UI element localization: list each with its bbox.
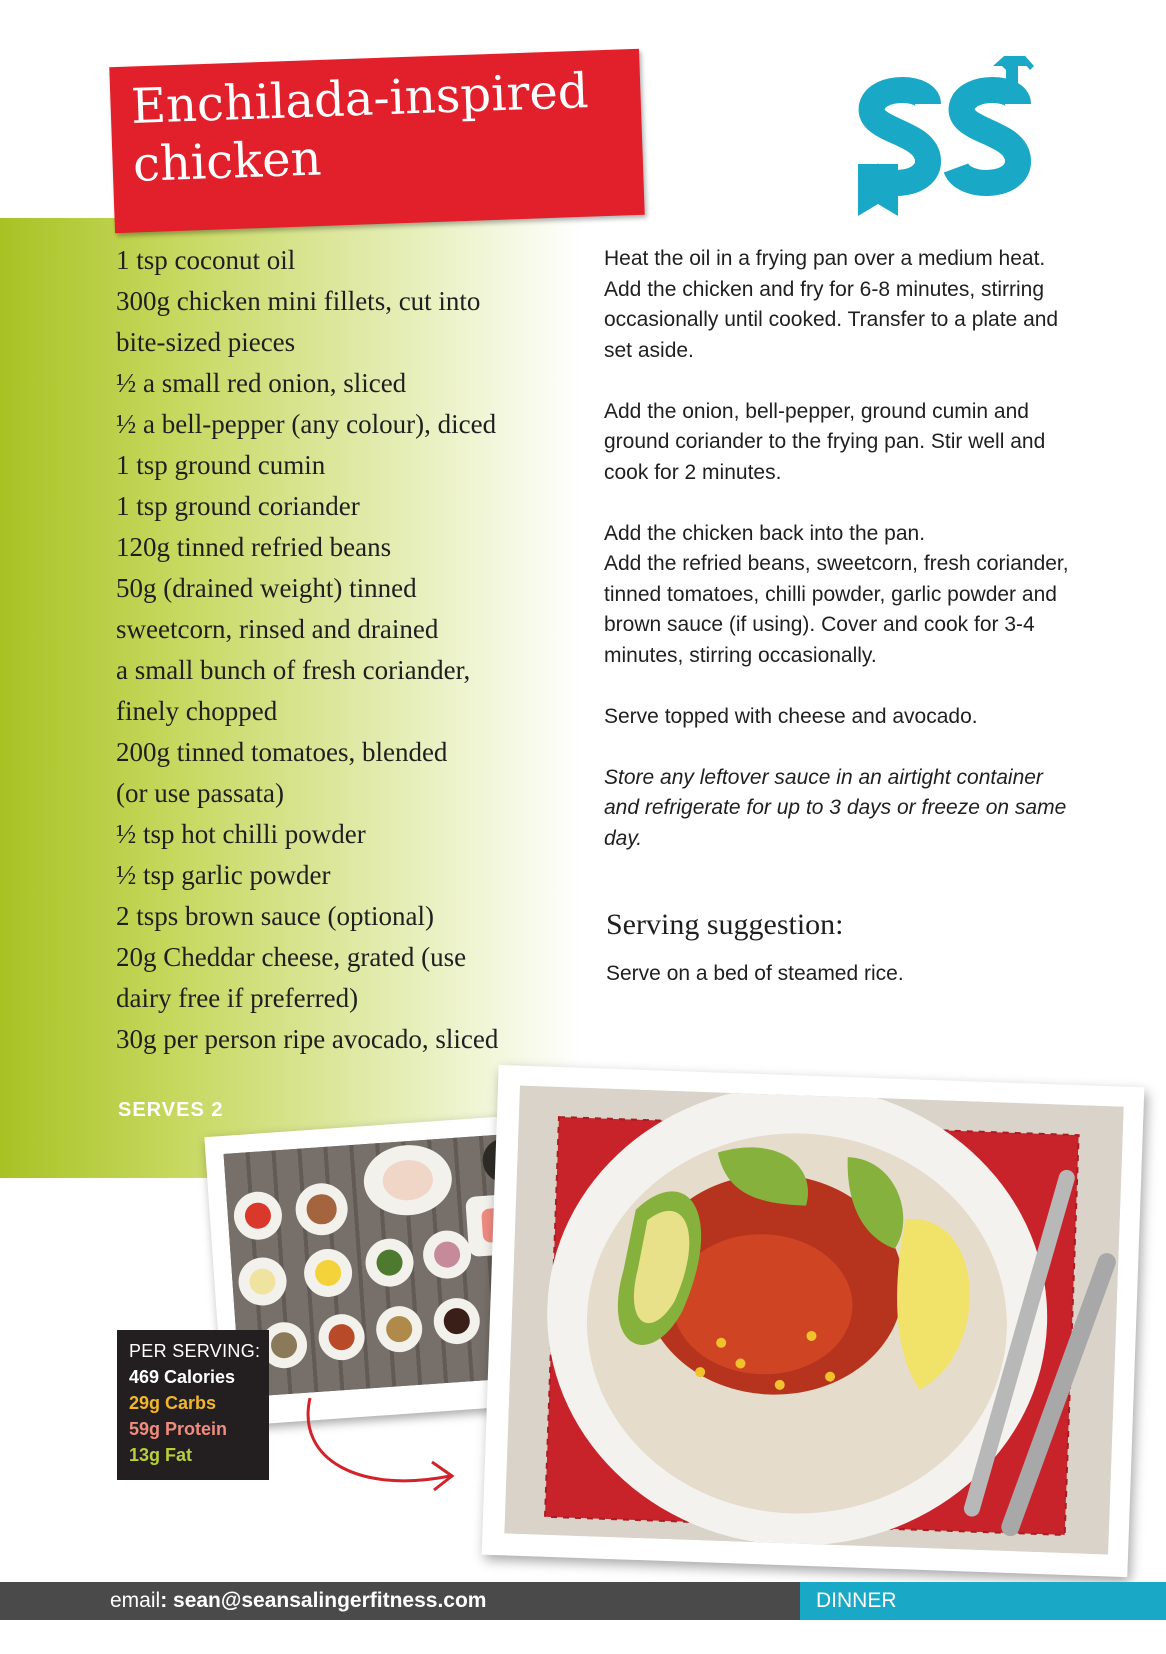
ingredient-item: 50g (drained weight) tinned: [116, 573, 417, 603]
chilli-bowl-shape: [317, 1313, 366, 1362]
ingredients-list: [116, 240, 576, 1060]
footer-email: [110, 1589, 486, 1613]
ingredient-item: 1 tsp ground coriander: [116, 491, 360, 521]
curved-arrow-icon: [300, 1390, 470, 1500]
serving-suggestion-heading: Serving suggestion:: [606, 908, 844, 941]
corn-bowl-shape: [302, 1247, 353, 1298]
calories-value: 469 Calories: [129, 1367, 236, 1387]
ingredient-item: ½ a bell-pepper (any colour), diced: [116, 409, 497, 439]
method-step-3b: Add the refried beans, sweetcorn, fresh coriander, tinned tomatoes, chilli powder, garlic powder and brown sauce (if using). Cover and cook for 3-4 minutes, stirring occasionally.: [604, 552, 1069, 667]
serves-label: SERVES 2: [118, 1099, 224, 1121]
carbs-value: 29g Carbs: [129, 1393, 217, 1413]
email-address: : sean@seansalingerfitness.com: [160, 1589, 487, 1612]
dish-photo: [482, 1065, 1145, 1577]
serving-suggestion-text: Serve on a bed of steamed rice.: [606, 962, 904, 985]
beans-bowl-shape: [294, 1182, 350, 1238]
ingredient-item: ½ a small red onion, sliced: [116, 368, 407, 398]
footer-bar: [0, 1582, 1166, 1620]
email-label: email: [110, 1589, 161, 1612]
onion-bowl-shape: [421, 1229, 472, 1280]
garlic-bowl-shape: [375, 1305, 424, 1354]
ingredient-item: 20g Cheddar cheese, grated (use: [116, 942, 467, 972]
method-section: [604, 244, 1074, 885]
ingredient-item: 1 tsp coconut oil: [116, 245, 296, 275]
method-step-1: Heat the oil in a frying pan over a medium heat. Add the chicken and fry for 6-8 minutes, stirring occasionally until cooked. Transfer to a plate and set aside.: [604, 247, 1059, 362]
category-tag: DINNER: [800, 1582, 1166, 1620]
ingredient-item: finely chopped: [116, 696, 278, 726]
method-step-3a: Add the chicken back into the pan.: [604, 521, 926, 545]
coriander-bowl-shape: [364, 1237, 415, 1288]
ingredient-item: ½ tsp hot chilli powder: [116, 819, 366, 849]
ingredient-item: 120g tinned refried beans: [116, 532, 392, 562]
protein-value: 59g Protein: [129, 1419, 228, 1439]
cheese-bowl-shape: [237, 1256, 288, 1307]
ingredient-item: 1 tsp ground cumin: [116, 450, 326, 480]
ingredient-item: (or use passata): [116, 778, 284, 808]
ingredient-item: a small bunch of fresh coriander,: [116, 655, 471, 685]
dish-photo-image: [504, 1086, 1123, 1555]
ingredient-item: dairy free if preferred): [116, 983, 359, 1013]
sauce-bowl-shape: [432, 1297, 481, 1346]
dish-illustration: [504, 1086, 1123, 1555]
pepper-bowl-shape: [232, 1190, 283, 1241]
ingredient-item: 200g tinned tomatoes, blended: [116, 737, 448, 767]
per-serving-heading: PER SERVING:: [129, 1341, 261, 1361]
recipe-title: Enchilada-inspired chicken: [130, 63, 590, 193]
fat-value: 13g Fat: [129, 1445, 193, 1465]
nutrition-box: [117, 1330, 269, 1480]
ingredient-item: 300g chicken mini fillets, cut into: [116, 286, 481, 316]
ingredient-item: bite-sized pieces: [116, 327, 296, 357]
ingredient-item: 30g per person ripe avocado, sliced: [116, 1024, 499, 1054]
ingredient-item: ½ tsp garlic powder: [116, 860, 331, 890]
ingredient-item: 2 tsps brown sauce (optional): [116, 901, 434, 931]
method-step-4: Serve topped with cheese and avocado.: [604, 704, 978, 728]
chicken-plate-shape: [361, 1142, 454, 1218]
ingredient-item: sweetcorn, rinsed and drained: [116, 614, 439, 644]
storage-note: Store any leftover sauce in an airtight container and refrigerate for up to 3 days or freeze on same day.: [604, 765, 1067, 850]
method-step-2: Add the onion, bell-pepper, ground cumin and ground coriander to the frying pan. Stir well and cook for 2 minutes.: [604, 399, 1046, 484]
ss-logo-icon: [858, 56, 1048, 226]
